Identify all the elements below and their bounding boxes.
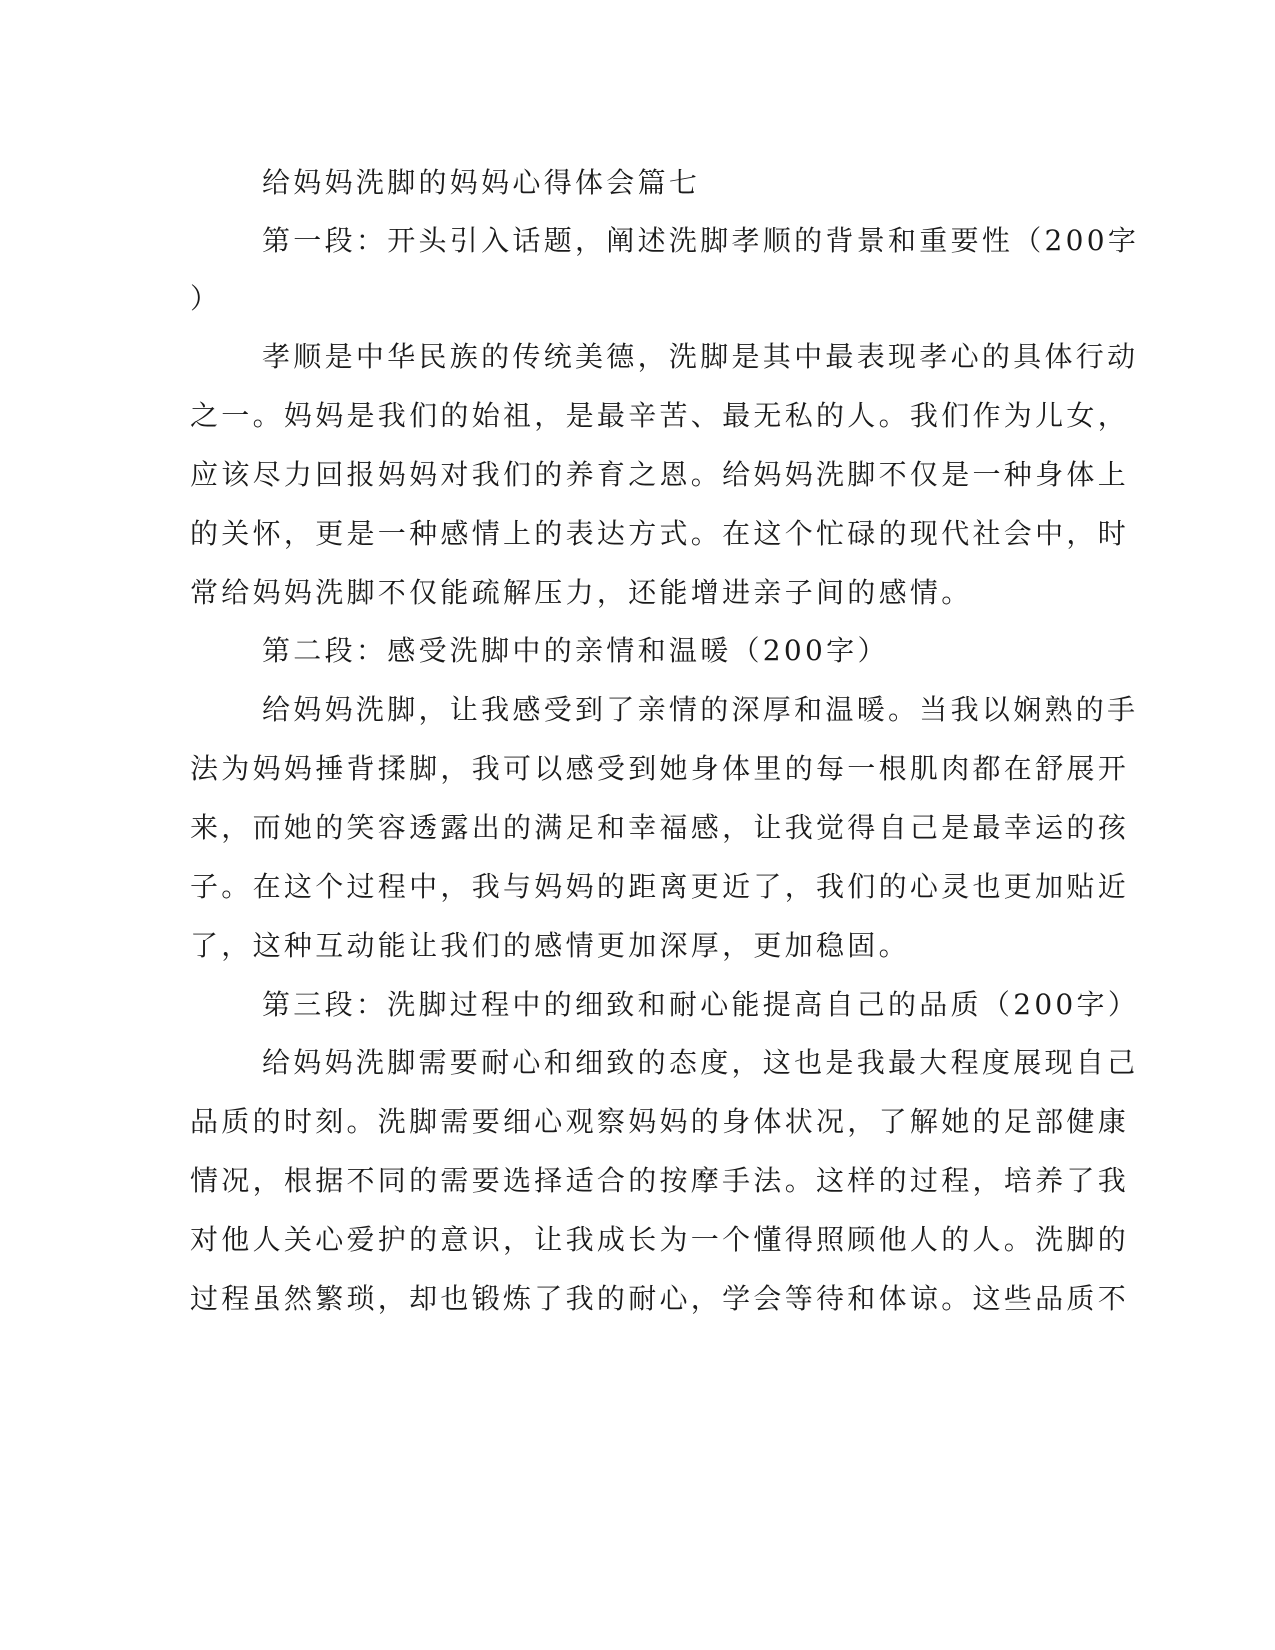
text-line: 来，而她的笑容透露出的满足和幸福感，让我觉得自己是最幸运的孩: [190, 811, 1130, 844]
text-line: 的关怀，更是一种感情上的表达方式。在这个忙碌的现代社会中，时: [190, 517, 1130, 550]
text-line: 了，这种互动能让我们的感情更加深厚，更加稳固。: [190, 929, 910, 962]
document-title: 给妈妈洗脚的妈妈心得体会篇七: [262, 166, 701, 199]
section-heading-1: 第一段：开头引入话题，阐述洗脚孝顺的背景和重要性（200字: [262, 224, 1140, 257]
text-line: 孝顺是中华民族的传统美德，洗脚是其中最表现孝心的具体行动: [262, 340, 1139, 373]
text-line: 子。在这个过程中，我与妈妈的距离更近了，我们的心灵也更加贴近: [190, 870, 1130, 903]
text-line: 法为妈妈捶背揉脚，我可以感受到她身体里的每一根肌肉都在舒展开: [190, 752, 1130, 785]
text-line: 对他人关心爱护的意识，让我成长为一个懂得照顾他人的人。洗脚的: [190, 1223, 1130, 1256]
text-line: 品质的时刻。洗脚需要细心观察妈妈的身体状况，了解她的足部健康: [190, 1105, 1130, 1138]
text-line: 常给妈妈洗脚不仅能疏解压力，还能增进亲子间的感情。: [190, 576, 973, 609]
text-line: 过程虽然繁琐，却也锻炼了我的耐心，学会等待和体谅。这些品质不: [190, 1282, 1130, 1315]
section-heading-2: 第二段：感受洗脚中的亲情和温暖（200字）: [262, 634, 889, 667]
text-line: 之一。妈妈是我们的始祖，是最辛苦、最无私的人。我们作为儿女，: [190, 399, 1130, 432]
text-line: 给妈妈洗脚需要耐心和细致的态度，这也是我最大程度展现自己: [262, 1046, 1139, 1079]
text-line: 给妈妈洗脚，让我感受到了亲情的深厚和温暖。当我以娴熟的手: [262, 693, 1139, 726]
text-line: 情况，根据不同的需要选择适合的按摩手法。这样的过程，培养了我: [190, 1164, 1130, 1197]
text-line: 应该尽力回报妈妈对我们的养育之恩。给妈妈洗脚不仅是一种身体上: [190, 458, 1130, 491]
section-heading-3: 第三段：洗脚过程中的细致和耐心能提高自己的品质（200字）: [262, 988, 1140, 1021]
text-line: ）: [190, 282, 222, 315]
